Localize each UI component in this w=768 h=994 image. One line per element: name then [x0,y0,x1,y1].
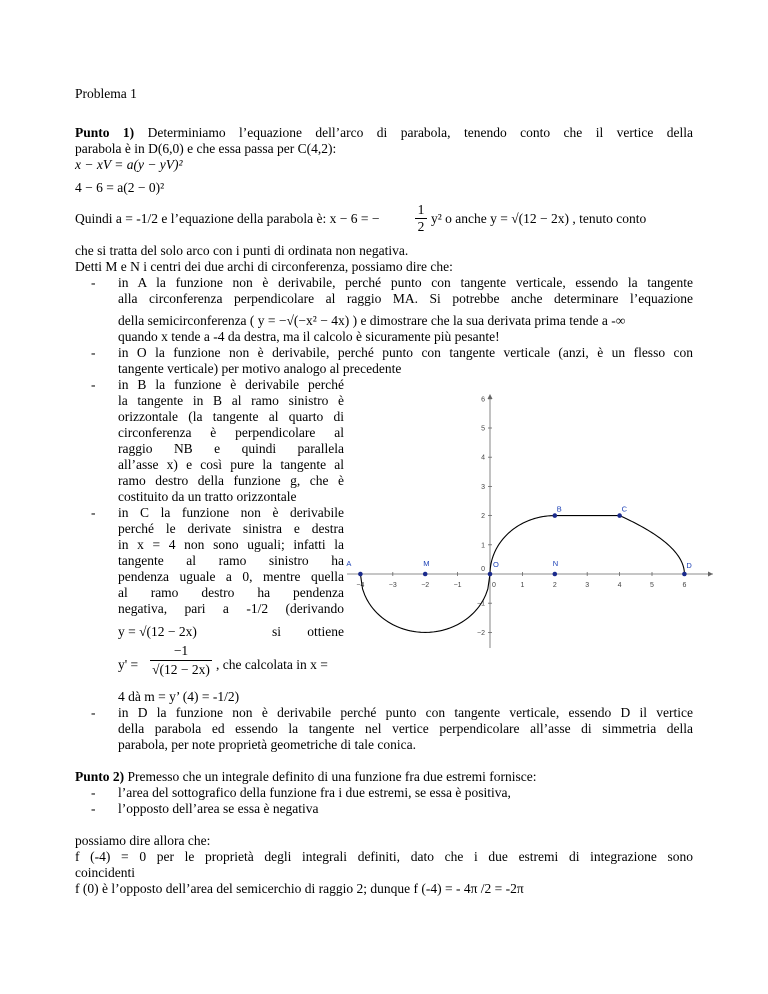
bullet-c-line-2: perché le derivate sinistra e destra [118,521,344,536]
equation-vertex-form: x − xV = a(y − yV)² [75,157,183,172]
bullet-c-line-6: al ramo destro ha pendenza [118,585,344,600]
y-tick-label: −1 [477,600,485,608]
point-B [553,513,558,518]
axes [347,394,713,648]
point-A [358,572,363,577]
bullet-d-line-1: in D la funzione non è derivabile perché punto con tangente verticale, essendo D il vertice [118,705,693,720]
point-O [488,572,493,577]
bullet-a-line-4: quando x tende a -4 da destra, ma il calcolo è sicuramente più pesante! [118,329,500,344]
x-tick-label: −2 [421,582,430,589]
y-axis-arrow [488,394,493,399]
x-tick-label: −4 [356,582,365,589]
p2-possiamo: possiamo dire allora che: [75,833,211,848]
bullet-b-line-7: ramo destro della funzione g, che è [118,473,344,488]
p2-bullet-1: l’area del sottografico della funzione fra i due estremi, se essa è positiva, [118,785,511,800]
quindi-text-2: y² o anche y = √(12 − 2x) , tenuto conto [431,211,647,226]
bullet-c-line-5: pendenza uguale a 0, mentre quella [118,569,344,584]
bullet-d-line-2: della parabola ed essendo la tangente nel vertice perpendicolare all’asse di simmetria della [118,721,693,736]
bullet-c-ottiene: ottiene [307,624,344,639]
fraction-denominator: 2 [417,219,425,234]
bullet-b-line-4: circonferenza è perpendicolare al [118,425,344,440]
bullet-dash: - [91,377,96,392]
fraction-numerator: 1 [417,202,425,217]
bullet-b-line-6: all’asse x) e così pure la tangente al [118,457,344,472]
bullet-a-line-2: alla circonferenza perpendicolare al raggio MA. Si potrebbe anche determinare l’equazione [118,291,693,306]
x-tick-label: 5 [650,582,654,589]
y-tick-label: 2 [481,513,485,521]
bullet-o-line-2: tangente verticale) per motivo analogo al precedente [118,361,402,376]
bullet-b-line-3: orizzontale (la tangente al quarto di [118,409,344,424]
p2-intro [75,769,537,785]
bullet-b-line-1: in B la funzione è derivabile perché [118,377,344,392]
x-tick-label: −3 [388,582,397,589]
derivative-label: y' = [118,657,139,672]
origin-label: 0 [481,566,485,573]
p1-label: Punto 1) [75,125,135,140]
bullet-b-line-5: raggio NB e quindi parallela [118,441,344,456]
bullet-c-equation: y = √(12 − 2x) [118,624,197,639]
derivative-numerator: −1 [173,643,189,658]
derivative-calc-text: , che calcolata in x = [216,657,328,672]
point-label-N: N [552,559,559,568]
function-graph [345,392,715,652]
bullet-o-line-1: in O la funzione non è derivabile, perché punto con tangente verticale (anzi, è un flesso con [118,345,693,360]
curve-piece-parabola [620,516,685,574]
p2-bullet-2: l’opposto dell’area se essa è negativa [118,801,319,816]
y-tick-label: 5 [481,425,485,433]
point-label-C: C [621,504,628,514]
p2-f4-line-2: coincidenti [75,865,135,880]
bullet-a-line-3: della semicirconferenza ( y = −√(−x² − 4x) ) e dimostrare che la sua derivata prima tende a -∞ [118,313,626,328]
labeled-points [346,505,692,577]
p2-intro-text: Premesso che un integrale definito di una funzione fra due estremi fornisce: [127,769,537,784]
p2-f4-line-1: f (-4) = 0 per le proprietà degli integrali definiti, dato che i due estremi di integrazione sono [75,849,693,864]
bullet-dash: - [91,705,96,720]
p1-intro-text: Determiniamo l’equazione dell’arco di parabola, tenendo conto che il vertice della [147,125,693,140]
p2-f0-line: f (0) è l’opposto dell’area del semicerchio di raggio 2; dunque f (-4) = - 4π /2 = -2π [75,881,524,896]
bullet-a-line-1: in A la funzione non è derivabile, perché punto con tangente verticale, essendo la tangente [118,275,693,290]
y-tick-label: −2 [477,629,485,637]
detti-text: Detti M e N i centri dei due archi di circonferenza, possiamo dire che: [75,259,453,274]
x-tick-label: 1 [520,582,525,589]
bullet-dash: - [91,345,96,360]
derivative-fraction-bar [150,660,212,661]
y-tick-label: 4 [481,454,485,462]
quindi-text: Quindi a = -1/2 e l’equazione della parabola è: x − 6 = − [75,211,380,226]
bullet-d-line-3: parabola, per note proprietà geometriche di tale conica. [118,737,416,752]
bullet-b-line-2: la tangente in B al ramo sinistro è [118,393,344,408]
point-D [682,572,687,577]
x-tick-label: 4 [617,582,622,589]
bullet-c-line-3: in x = 4 non sono uguali; infatti la [118,537,344,552]
bullet-dash: - [91,785,96,800]
derivative-denominator: √(12 − 2x) [152,662,210,677]
x-axis-arrow [708,572,713,577]
point-label-O: O [493,560,499,569]
p1-intro [75,125,693,141]
bullet-c-line-4: tangente al ramo sinistro ha [118,553,344,568]
point-C [617,513,622,518]
point-N [553,572,558,577]
p2-label: Punto 2) [75,769,125,784]
x-tick-label: −1 [453,582,462,589]
point-label-D: D [686,561,692,570]
point-label-B: B [556,504,562,514]
bullet-c-last: 4 dà m = y’ (4) = -1/2) [118,689,240,704]
bullet-c-line-7: negativa, pari a -1/2 (derivando [118,601,344,616]
che-text: che si tratta del solo arco con i punti di ordinata non negativa. [75,243,409,258]
bullet-b-line-8: costituito da un tratto orizzontale [118,489,297,504]
y-tick-label: 1 [481,542,485,550]
document-title: Problema 1 [75,86,137,101]
p1-intro-2: parabola è in D(6,0) e che essa passa per C(4,2): [75,141,337,156]
bullet-dash: - [91,505,96,520]
y-tick-label: 6 [481,396,485,404]
bullet-c-line-1: in C la funzione non è derivabile [118,505,344,520]
bullet-dash: - [91,275,96,290]
bullet-dash: - [91,801,96,816]
point-label-M: M [423,559,430,568]
equation-substitution: 4 − 6 = a(2 − 0)² [75,180,165,195]
x-tick-label: 6 [682,582,687,589]
y-tick-label: 3 [481,483,485,491]
curve-piece-quarter_circle_upper [490,516,555,574]
point-label-A: A [346,559,352,568]
bullet-c-si: si [272,624,282,639]
x-tick-label: 3 [585,582,590,589]
x-tick-label: 0 [492,582,496,589]
x-tick-label: 2 [552,582,557,589]
point-M [423,572,428,577]
